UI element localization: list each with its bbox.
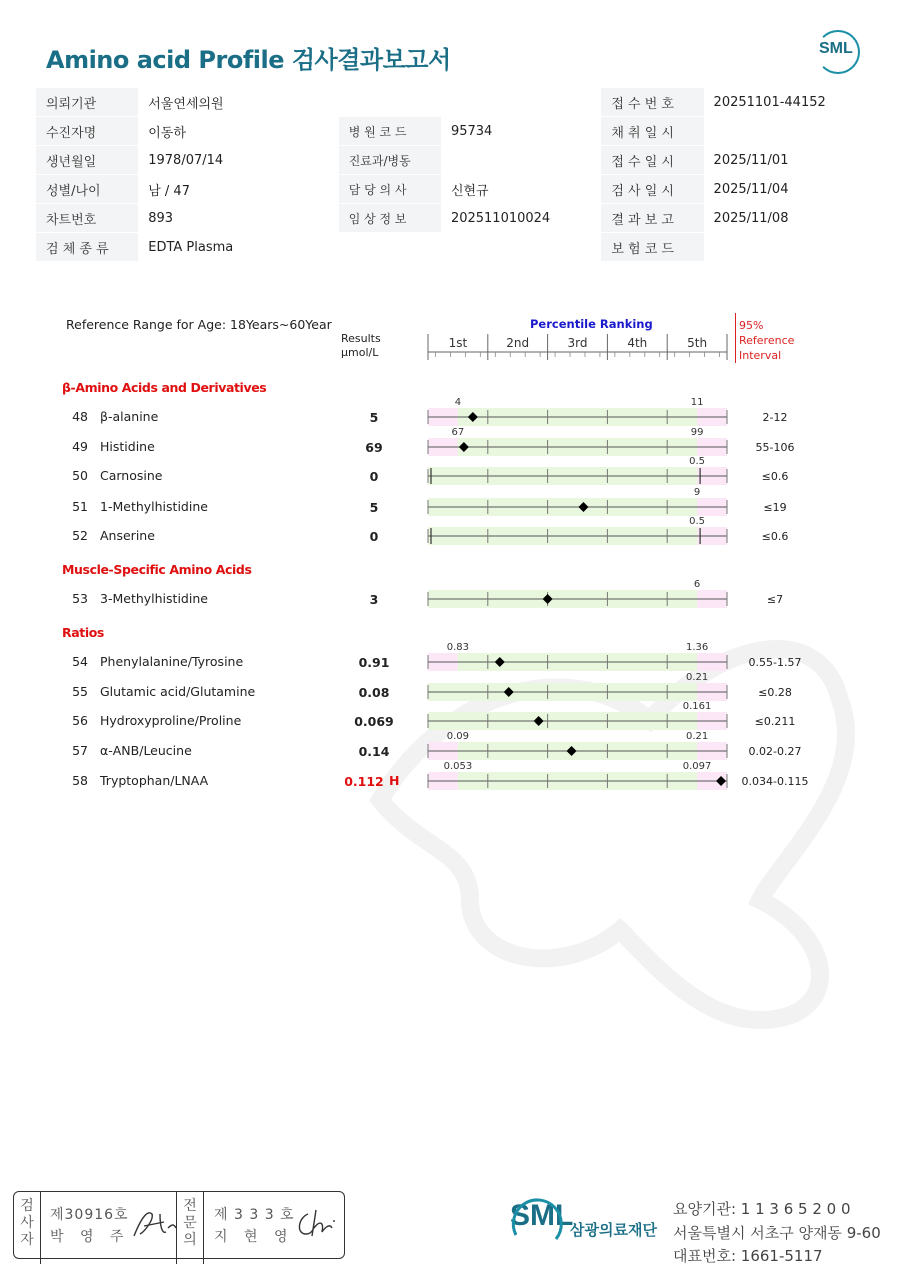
high-threshold-label: 0.21 <box>685 731 709 742</box>
analyte-name: 3-Methylhistidine <box>100 591 208 606</box>
analyte-result: 0.91 <box>358 655 390 670</box>
analyte-number: 49 <box>72 439 88 454</box>
high-threshold-label: 99 <box>690 427 704 438</box>
analyte-number: 50 <box>72 468 88 483</box>
high-threshold-label: 9 <box>693 487 701 498</box>
analyte-number: 52 <box>72 528 88 543</box>
doctor-license-no: 제 3 3 3 호 <box>214 1207 295 1223</box>
reference-interval: ≤7 <box>766 593 784 606</box>
ref-interval-line-1: 95% <box>739 319 764 332</box>
analyte-name: Carnosine <box>100 468 163 483</box>
analyte-name: β-alanine <box>100 409 159 424</box>
report-title: Amino acid Profile 검사결과보고서 <box>46 46 451 74</box>
ref-interval-line-3: Interval <box>739 349 782 362</box>
institution-code: 요양기관: 1 1 3 6 5 2 0 0 <box>673 1200 851 1218</box>
high-flag: H <box>389 773 400 788</box>
info-value: 20251101-44152 <box>704 88 864 117</box>
reference-interval: 0.02-0.27 <box>748 745 802 758</box>
info-label: 접 수 일 시 <box>601 146 703 175</box>
checker-label <box>14 1192 41 1264</box>
analyte-name: Phenylalanine/Tyrosine <box>100 654 244 669</box>
info-label: 생년월일 <box>36 146 138 175</box>
info-value: EDTA Plasma <box>138 233 338 262</box>
low-threshold-label: 0.09 <box>446 731 470 742</box>
units-label: µmol/L <box>341 346 379 359</box>
info-label: 검 체 종 류 <box>36 233 138 262</box>
section-title: β-Amino Acids and Derivatives <box>62 380 267 395</box>
reference-interval: 2-12 <box>762 411 788 424</box>
quintile-label: 2nd <box>506 336 530 350</box>
low-threshold-label: 0.83 <box>446 642 470 653</box>
info-label: 성별/나이 <box>36 175 138 204</box>
info-value: 서울연세의원 <box>138 88 338 117</box>
analyte-number: 48 <box>72 409 88 424</box>
info-value: 893 <box>138 204 338 233</box>
low-threshold-label: 67 <box>451 427 465 438</box>
high-threshold-label: 0.097 <box>682 761 712 772</box>
checker-label-char: 사 <box>20 1215 34 1231</box>
doctor-label <box>176 1192 204 1264</box>
analyte-number: 53 <box>72 591 88 606</box>
info-label: 의뢰기관 <box>36 88 138 117</box>
high-threshold-label: 11 <box>690 397 704 408</box>
info-value: 202511010024 <box>441 204 601 233</box>
info-value: 이동하 <box>138 117 338 146</box>
analyte-number: 54 <box>72 654 88 669</box>
analyte-number: 58 <box>72 773 88 788</box>
high-threshold-label: 0.5 <box>689 456 706 467</box>
analyte-number: 57 <box>72 743 88 758</box>
ref-interval-line-2: Reference <box>739 334 795 347</box>
reference-interval: 55-106 <box>755 441 795 454</box>
checker-signature <box>130 1206 180 1242</box>
info-value: 2025/11/04 <box>704 175 864 204</box>
doctor-label-char: 전 <box>183 1198 197 1214</box>
reference-range-label: Reference Range for Age: 18Years~60Year <box>66 317 332 332</box>
analyte-result: 0 <box>369 529 379 544</box>
watermark-logo <box>380 649 846 1020</box>
quintile-label: 5th <box>687 336 708 350</box>
analyte-name: 1-Methylhistidine <box>100 499 208 514</box>
info-label: 검 사 일 시 <box>601 175 703 204</box>
info-label: 결 과 보 고 <box>601 204 703 233</box>
logo-text: SML <box>819 40 853 57</box>
reference-interval: 0.55-1.57 <box>748 656 802 669</box>
low-threshold-label: 4 <box>454 397 462 408</box>
checker-label-char: 자 <box>20 1232 34 1248</box>
info-value: 95734 <box>441 117 601 146</box>
high-threshold-label: 0.21 <box>685 672 709 683</box>
analyte-number: 51 <box>72 499 88 514</box>
info-label: 접 수 번 호 <box>601 88 703 117</box>
phone: 대표번호: 1661-5117 <box>673 1247 823 1265</box>
footer-logo-text: SML <box>510 1199 574 1232</box>
doctor-name: 지 현 영 <box>214 1229 294 1245</box>
doctor-signature <box>294 1206 342 1242</box>
info-label: 진료과/병동 <box>339 146 441 175</box>
percentile-ranking-title: Percentile Ranking <box>530 317 653 331</box>
info-value: 1978/07/14 <box>138 146 338 175</box>
analyte-result: 0 <box>369 469 379 484</box>
analyte-number: 55 <box>72 684 88 699</box>
info-label: 채 취 일 시 <box>601 117 703 146</box>
info-label: 차트번호 <box>36 204 138 233</box>
reference-interval: 0.034-0.115 <box>741 775 809 788</box>
reference-interval: ≤0.28 <box>758 686 792 699</box>
analyte-name: Histidine <box>100 439 155 454</box>
checker-name: 박 영 주 <box>50 1229 130 1245</box>
signature-box <box>13 1191 345 1259</box>
checker-label-char: 검 <box>20 1198 34 1214</box>
reference-interval: ≤0.211 <box>754 715 796 728</box>
footer-logo-ring-icon <box>506 1195 566 1251</box>
foundation-name: 삼광의료재단 <box>570 1221 657 1239</box>
analyte-name: α-ANB/Leucine <box>100 743 192 758</box>
analyte-number: 56 <box>72 713 88 728</box>
info-value: 남 / 47 <box>138 175 338 204</box>
info-label: 보 험 코 드 <box>601 233 703 262</box>
info-label: 수진자명 <box>36 117 138 146</box>
low-threshold-label: 0.053 <box>443 761 473 772</box>
analyte-result: 69 <box>365 440 383 455</box>
info-label: 담 당 의 사 <box>339 175 441 204</box>
info-value: 신현규 <box>441 175 601 204</box>
doctor-label-char: 문 <box>183 1215 197 1231</box>
analyte-name: Glutamic acid/Glutamine <box>100 684 256 699</box>
analyte-result: 0.08 <box>358 685 390 700</box>
info-value: 2025/11/08 <box>704 204 864 233</box>
analyte-name: Anserine <box>100 528 155 543</box>
high-threshold-label: 1.36 <box>685 642 709 653</box>
analyte-result: 5 <box>369 410 379 425</box>
reference-interval: ≤19 <box>763 501 787 514</box>
info-label: 임 상 정 보 <box>339 204 441 233</box>
analyte-result: 0.112 <box>344 774 384 789</box>
analyte-name: Tryptophan/LNAA <box>100 773 209 788</box>
results-label: Results <box>341 332 381 345</box>
high-threshold-label: 6 <box>693 579 701 590</box>
high-threshold-label: 0.161 <box>682 701 712 712</box>
checker-license-no: 제30916호 <box>50 1207 129 1223</box>
analyte-result: 0.069 <box>354 714 394 729</box>
section-title: Muscle-Specific Amino Acids <box>62 562 252 577</box>
footer-logo <box>510 1199 657 1239</box>
quintile-label: 1st <box>448 336 468 350</box>
analyte-result: 0.14 <box>358 744 390 759</box>
address: 서울특별시 서초구 양재동 9-60 <box>673 1224 881 1242</box>
quintile-label: 3rd <box>567 336 588 350</box>
analyte-result: 3 <box>369 592 379 607</box>
high-threshold-label: 0.5 <box>689 516 706 527</box>
info-value: 2025/11/01 <box>704 146 864 175</box>
reference-interval: ≤0.6 <box>761 530 789 543</box>
quintile-label: 4th <box>627 336 648 350</box>
reference-interval: ≤0.6 <box>761 470 789 483</box>
analyte-name: Hydroxyproline/Proline <box>100 713 242 728</box>
analyte-result: 5 <box>369 500 379 515</box>
doctor-label-char: 의 <box>183 1232 197 1248</box>
section-title: Ratios <box>62 625 104 640</box>
info-label: 병 원 코 드 <box>339 117 441 146</box>
